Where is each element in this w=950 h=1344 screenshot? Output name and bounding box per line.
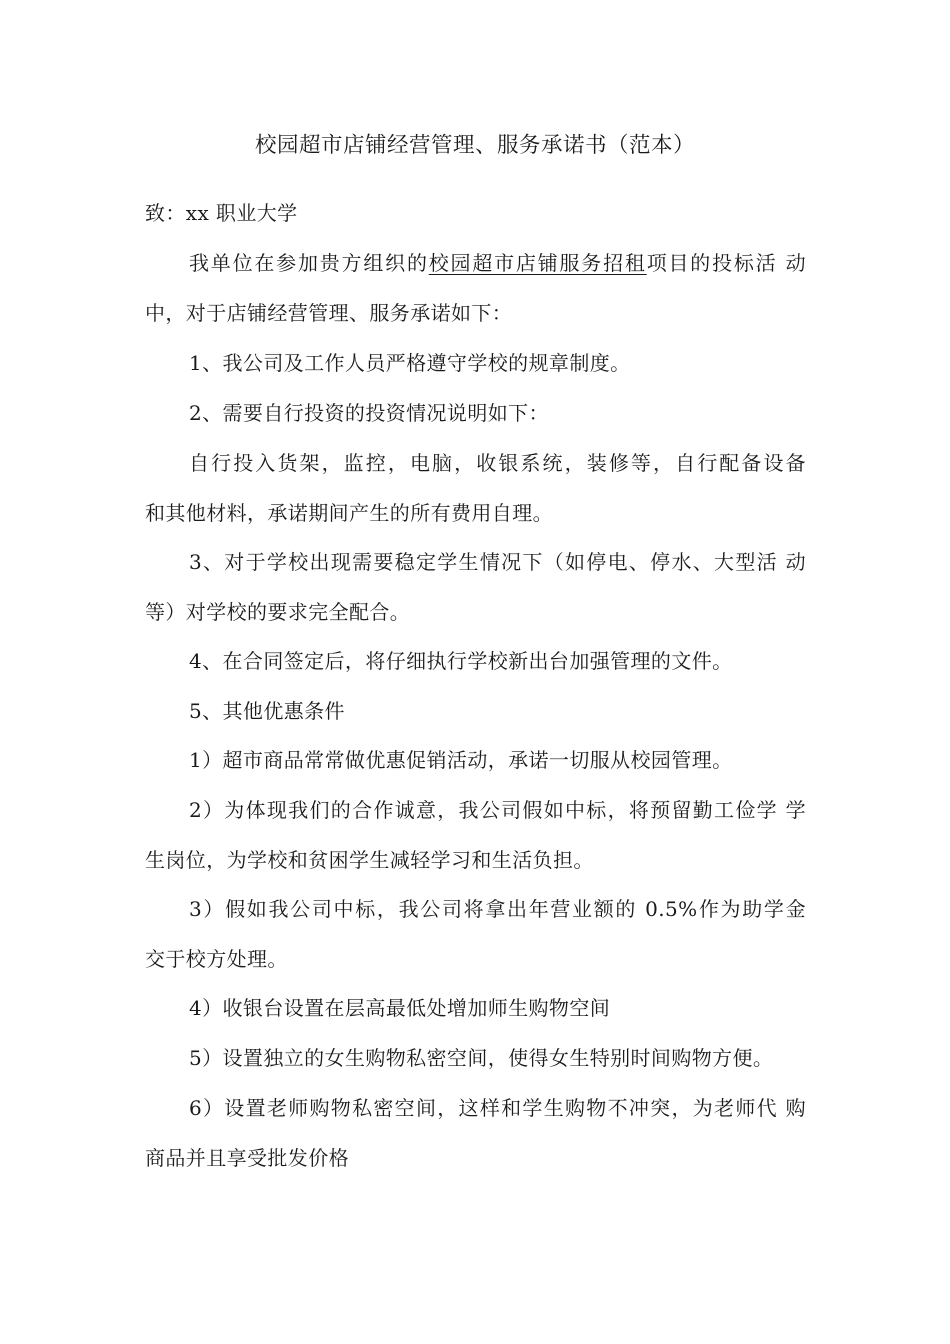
item-2: 2、需要自行投资的投资情况说明如下：	[189, 401, 549, 425]
document-title: 校园超市店铺经营管理、服务承诺书（范本）	[254, 133, 695, 158]
addressee: 致：xx 职业大学	[145, 201, 298, 225]
item-1: 1、我公司及工作人员严格遵守学校的规章制度。	[189, 351, 631, 375]
sub-item-6-line-2: 商品并且享受批发价格	[145, 1146, 349, 1170]
item-2-detail-line-1: 自行投入货架，监控，电脑，收银系统，装修等，自行配备设备	[189, 451, 806, 475]
item-5: 5、其他优惠条件	[189, 699, 345, 723]
intro-line-2: 中，对于店铺经营管理、服务承诺如下：	[145, 301, 513, 325]
item-3-line-2: 等）对学校的要求完全配合。	[145, 600, 411, 624]
sub-item-2-line-1: 2）为体现我们的合作诚意，我公司假如中标，将预留勤工俭学 学	[189, 798, 806, 822]
sub-item-4: 4）收银台设置在层高最低处增加师生购物空间	[189, 996, 611, 1020]
item-2-detail-line-2: 和其他材料，承诺期间产生的所有费用自理。	[145, 501, 553, 525]
item-4: 4、在合同签定后，将仔细执行学校新出台加强管理的文件。	[189, 649, 733, 673]
item-3-line-1: 3、对于学校出现需要稳定学生情况下（如停电、停水、大型活 动	[189, 550, 806, 574]
sub-item-3-line-1: 3）假如我公司中标，我公司将拿出年营业额的 0.5%作为助学金	[189, 897, 806, 921]
sub-item-1: 1）超市商品常常做优惠促销活动，承诺一切服从校园管理。	[189, 748, 733, 772]
project-name-underlined: 校园超市店铺服务招租	[428, 251, 647, 275]
sub-item-2-line-2: 生岗位，为学校和贫困学生减轻学习和生活负担。	[145, 848, 594, 872]
intro-text-before: 我单位在参加贵方组织的	[189, 251, 429, 275]
intro-line-1	[189, 248, 806, 278]
sub-item-3-line-2: 交于校方处理。	[145, 947, 288, 971]
sub-item-5: 5）设置独立的女生购物私密空间，使得女生特别时间购物方便。	[189, 1046, 774, 1070]
sub-item-6-line-1: 6）设置老师购物私密空间，这样和学生购物不冲突，为老师代 购	[189, 1096, 806, 1120]
intro-text-after: 项目的投标活 动	[646, 251, 807, 275]
